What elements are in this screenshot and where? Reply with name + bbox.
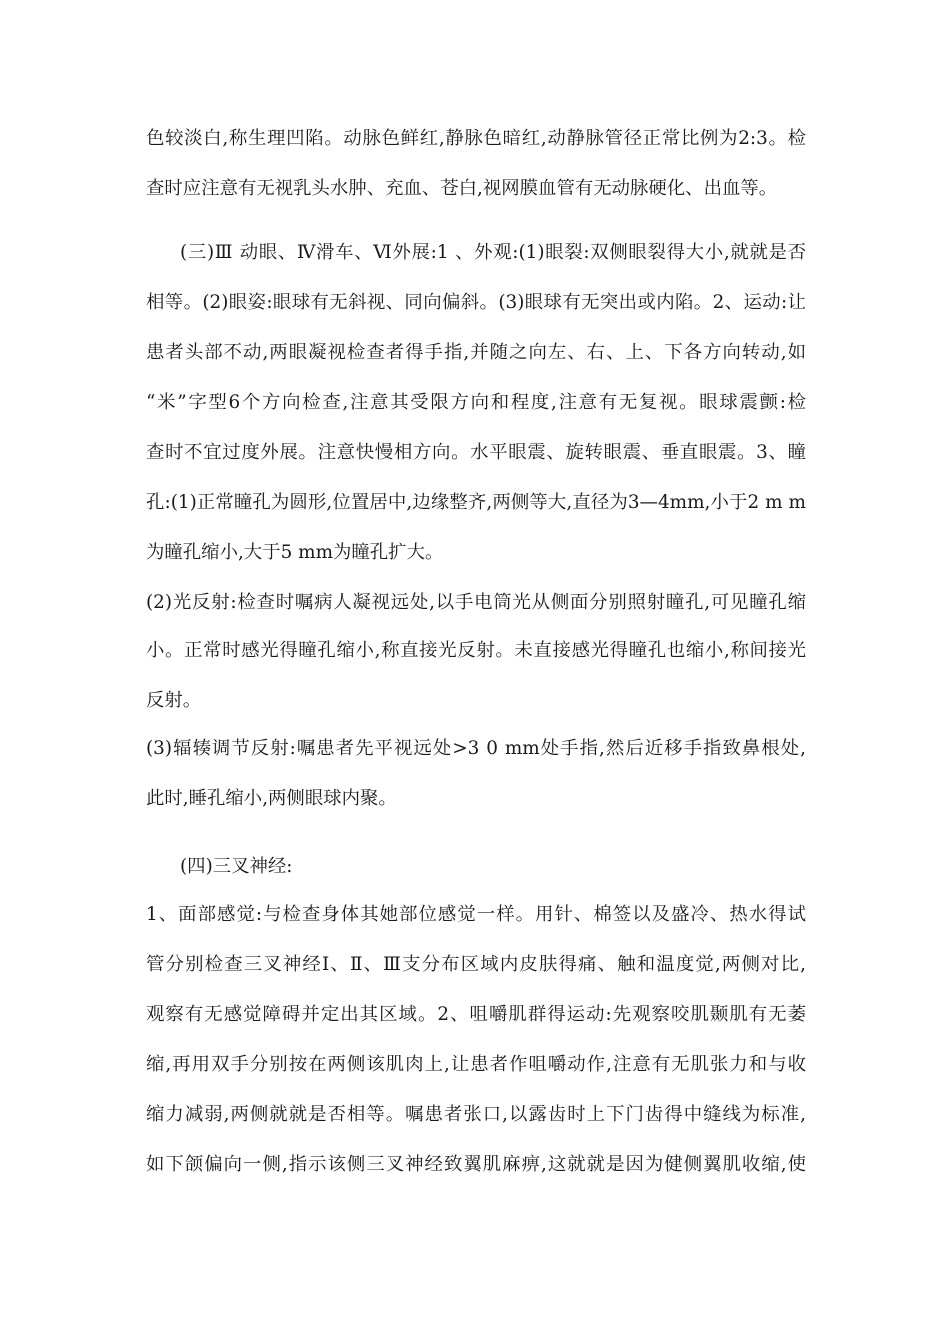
text-line: 缩,再用双手分别按在两侧该肌肉上,让患者作咀嚼动作,注意有无肌张力和与收 (146, 1054, 806, 1075)
text-line: 为瞳孔缩小,大于5 mm为瞳孔扩大。 (146, 542, 444, 563)
text-line: “米”字型6个方向检查,注意其受限方向和程度,注意有无复视。眼球震颤:检 (146, 392, 806, 413)
text-line: 缩力减弱,两侧就就是否相等。嘱患者张口,以露齿时上下门齿得中缝线为标准, (146, 1104, 806, 1125)
text-line: 1、面部感觉:与检查身体其她部位感觉一样。用针、棉签以及盛冷、热水得试 (146, 904, 806, 925)
text-line: 查时应注意有无视乳头水肿、充血、苍白,视网膜血管有无动脉硬化、出血等。 (146, 178, 778, 199)
text-line: 管分别检查三叉神经Ⅰ、Ⅱ、Ⅲ支分布区域内皮肤得痛、触和温度觉,两侧对比, (146, 954, 806, 975)
text-line: (2)光反射:检查时嘱病人凝视远处,以手电筒光从侧面分别照射瞳孔,可见瞳孔缩 (146, 592, 806, 613)
text-line: 色较淡白,称生理凹陷。动脉色鲜红,静脉色暗红,动静脉管径正常比例为2:3。检 (146, 128, 806, 149)
text-line: 孔:(1)正常瞳孔为圆形,位置居中,边缘整齐,两侧等大,直径为3—4mm,小于2 m m (146, 492, 806, 513)
text-line: 患者头部不动,两眼凝视检查者得手指,并随之向左、右、上、下各方向转动,如 (146, 342, 806, 363)
text-line: 小。正常时感光得瞳孔缩小,称直接光反射。未直接感光得瞳孔也缩小,称间接光 (146, 640, 806, 661)
text-line: 此时,睡孔缩小,两侧眼球内聚。 (146, 788, 397, 809)
text-line: 反射。 (146, 690, 202, 711)
text-line: 观察有无感觉障碍并定出其区域。2、咀嚼肌群得运动:先观察咬肌颞肌有无萎 (146, 1004, 806, 1025)
text-line: 相等。(2)眼姿:眼球有无斜视、同向偏斜。(3)眼球有无突出或内陷。2、运动:让 (146, 292, 806, 313)
text-line: 如下颌偏向一侧,指示该侧三叉神经致翼肌麻痹,这就就是因为健侧翼肌收缩,使 (146, 1154, 806, 1175)
text-line: 查时不宜过度外展。注意快慢相方向。水平眼震、旋转眼震、垂直眼震。3、瞳 (146, 442, 806, 463)
section-heading: (四)三叉神经: (180, 856, 293, 877)
section-heading-line: (三)Ⅲ 动眼、Ⅳ滑车、Ⅵ外展:1 、外观:(1)眼裂:双侧眼裂得大小,就就是否 (180, 242, 806, 263)
text-line: (3)辐辏调节反射:嘱患者先平视远处>3 0 mm处手指,然后近移手指致鼻根处, (146, 738, 806, 759)
